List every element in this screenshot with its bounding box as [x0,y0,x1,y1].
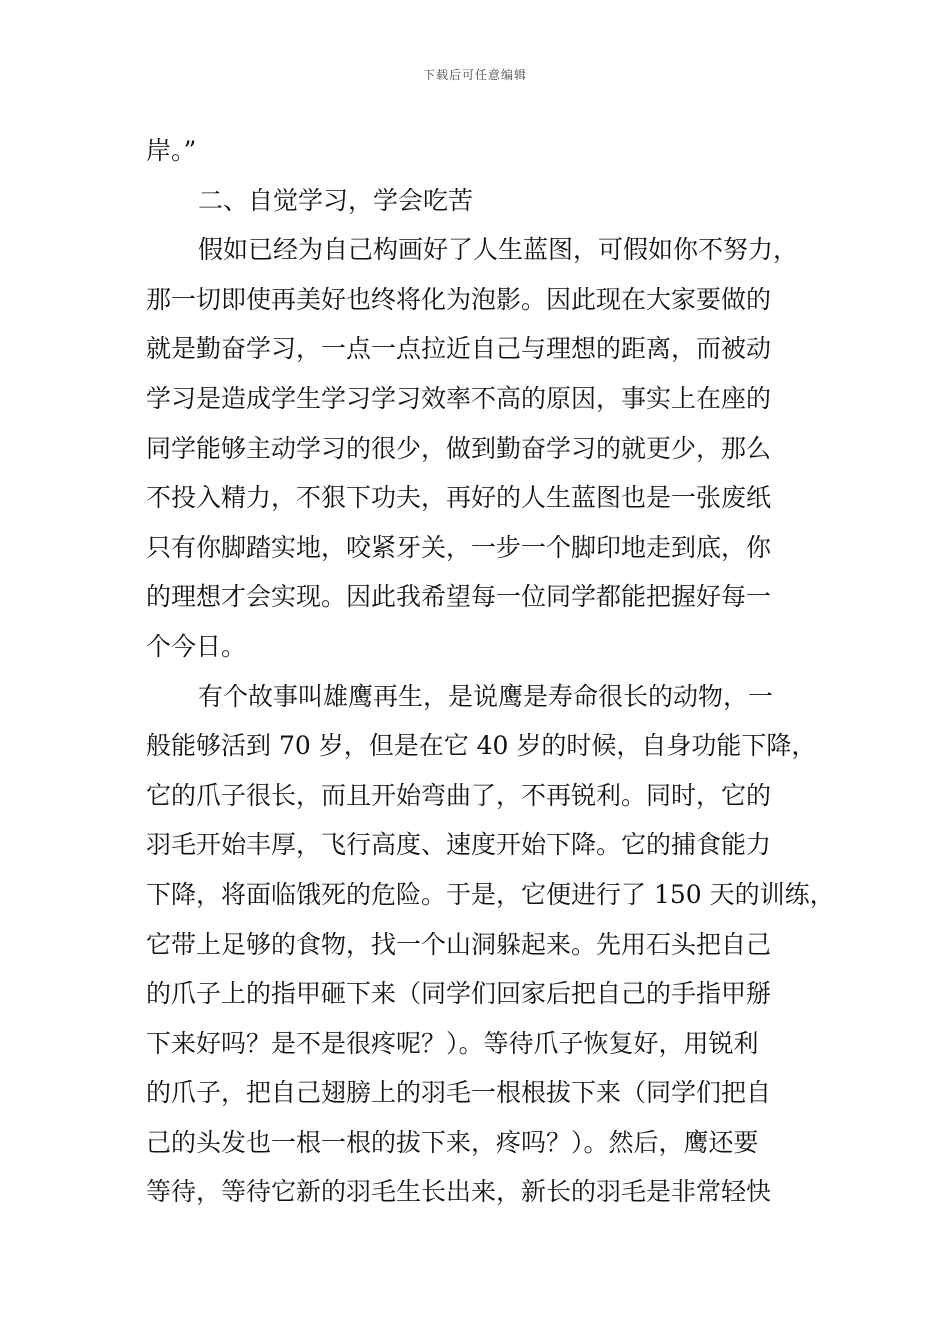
text-line: 羽毛开始丰厚，飞行高度、速度开始下降。它的捕食能力 [146,830,772,860]
text-line: 岸。” [146,136,197,165]
text-line: 不投入精力，不狠下功夫，再好的人生蓝图也是一张废纸 [146,483,772,513]
page-header: 下载后可任意编辑 [422,68,527,82]
text-line: 它带上足够的食物，找一个山洞躲起来。先用石头把自己 [146,929,772,959]
text-line: 就是勤奋学习，一点一点拉近自己与理想的距离，而被动 [146,334,772,364]
text-line: 假如已经为自己构画好了人生蓝图，可假如你不努力， [198,235,799,265]
section-heading: 二、自觉学习，学会吃苦 [198,185,474,215]
text-line: 个今日。 [146,631,247,661]
text-line: 那一切即使再美好也终将化为泡影。因此现在大家要做的 [146,284,772,314]
text-line: 同学能够主动学习的很少，做到勤奋学习的就更少，那么 [146,433,772,463]
text-line: 下来好吗？是不是很疼呢？）。等待爪子恢复好，用锐利 [146,1028,759,1058]
body-text [146,126,866,1217]
text-line: 有个故事叫雄鹰再生，是说鹰是寿命很长的动物，一 [198,681,774,711]
text-line: 般能够活到 70 岁，但是在它 40 岁的时候，自身功能下降， [146,731,817,761]
text-line: 它的爪子很长，而且开始弯曲了，不再锐利。同时，它的 [146,780,772,810]
text-line: 下降，将面临饿死的危险。于是，它便进行了 150 天的训练， [146,879,835,909]
text-line: 只有你脚踏实地，咬紧牙关，一步一个脚印地走到底，你 [146,532,772,562]
text-line: 的爪子，把自己翅膀上的羽毛一根根拔下来（同学们把自 [146,1078,772,1108]
text-line: 己的头发也一根一根的拔下来，疼吗？）。然后，鹰还要 [146,1127,759,1157]
text-line: 的理想才会实现。因此我希望每一位同学都能把握好每一 [146,582,772,612]
text-line: 的爪子上的指甲砸下来（同学们回家后把自己的手指甲掰 [146,979,772,1009]
text-line: 学习是造成学生学习学习效率不高的原因，事实上在座的 [146,383,772,413]
text-line: 等待，等待它新的羽毛生长出来，新长的羽毛是非常轻快 [146,1177,772,1207]
